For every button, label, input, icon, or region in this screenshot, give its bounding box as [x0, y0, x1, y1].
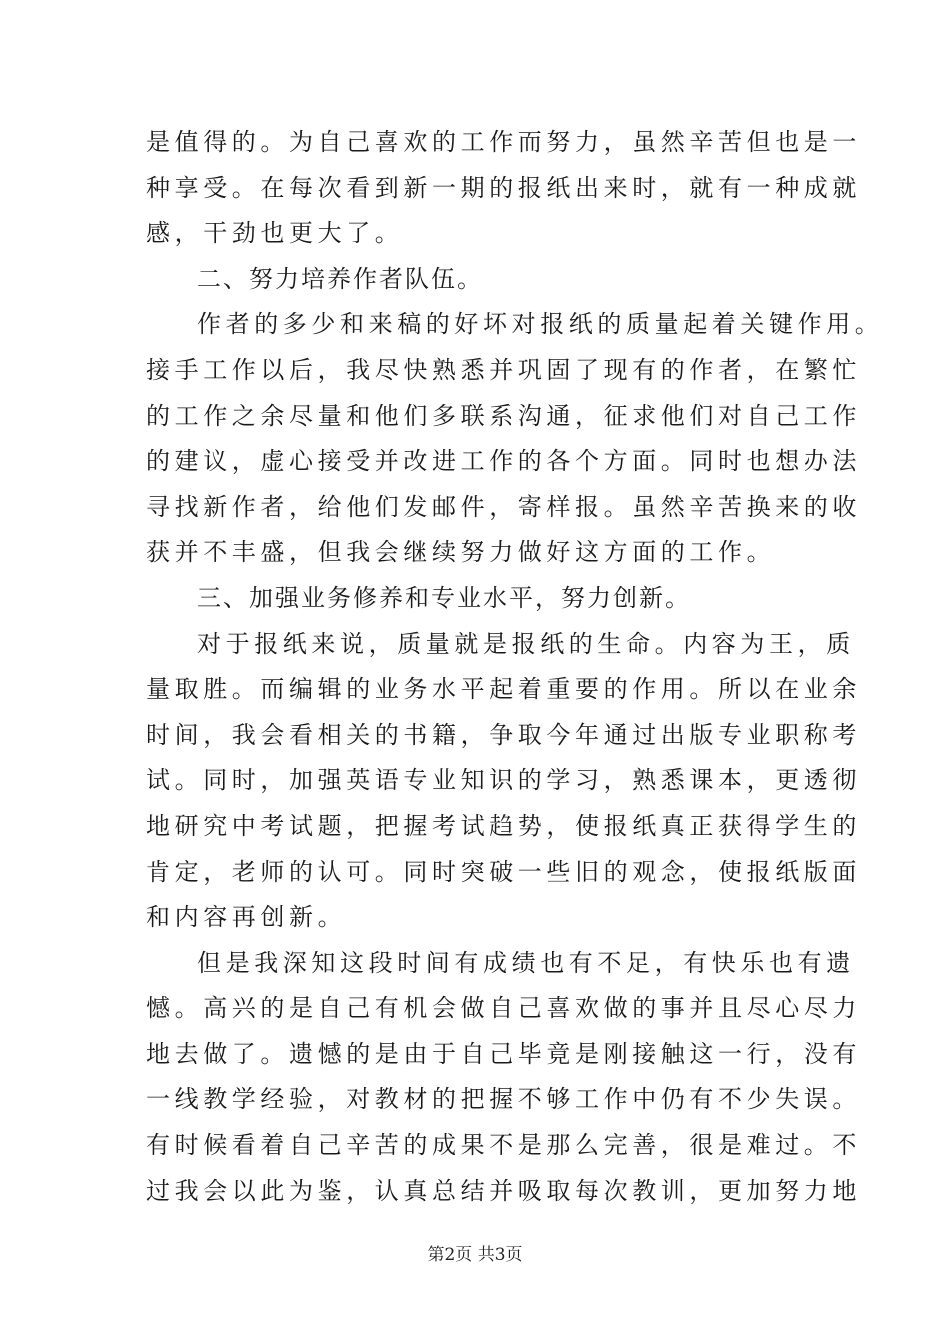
page-number-footer: 第2页 共3页	[427, 1245, 523, 1265]
paragraph-first-line: 但是我深知这段时间有成绩也有不足，有快乐也有遗	[197, 948, 855, 977]
paragraph-first-line: 作者的多少和来稿的好坏对报纸的质量起着关键作用。	[197, 310, 884, 339]
body-text-line: 和内容再创新。	[146, 903, 347, 932]
document-body	[146, 120, 884, 1214]
body-text-line: 的建议，虚心接受并改进工作的各个方面。同时也想办法	[146, 447, 861, 476]
body-text-line: 是值得的。为自己喜欢的工作而努力，虽然辛苦但也是一	[146, 128, 861, 156]
body-text-line: 感，干劲也更大了。	[146, 219, 404, 248]
body-text-line: 时间，我会看相关的书籍，争取今年通过出版专业职称考	[146, 720, 861, 749]
body-text-line: 种享受。在每次看到新一期的报纸出来时，就有一种成就	[146, 173, 861, 202]
body-text-line: 地研究中考试题，把握考试趋势，使报纸真正获得学生的	[146, 811, 861, 840]
section-heading: 三、加强业务修养和专业水平，努力创新。	[197, 583, 691, 612]
body-text-line: 接手工作以后，我尽快熟悉并巩固了现有的作者，在繁忙	[146, 355, 861, 384]
body-text-line: 试。同时，加强英语专业知识的学习，熟悉课本，更透彻	[146, 766, 861, 795]
body-text-line: 憾。高兴的是自己有机会做自己喜欢做的事并且尽心尽力	[146, 994, 861, 1023]
body-text-line: 量取胜。而编辑的业务水平起着重要的作用。所以在业余	[146, 675, 861, 704]
body-text-line: 寻找新作者，给他们发邮件，寄样报。虽然辛苦换来的收	[146, 492, 861, 521]
body-text-line: 一线教学经验，对教材的把握不够工作中仍有不少失误。	[146, 1085, 861, 1114]
body-text-line: 过我会以此为鉴，认真总结并吸取每次教训，更加努力地	[146, 1176, 861, 1205]
body-text-line: 获并不丰盛，但我会继续努力做好这方面的工作。	[146, 538, 776, 567]
body-text-line: 地去做了。遗憾的是由于自己毕竟是刚接触这一行，没有	[146, 1039, 861, 1068]
body-text-line: 有时候看着自己辛苦的成果不是那么完善，很是难过。不	[146, 1131, 861, 1160]
body-text-line: 的工作之余尽量和他们多联系沟通，征求他们对自己工作	[146, 401, 861, 430]
body-text-line: 肯定，老师的认可。同时突破一些旧的观念，使报纸版面	[146, 857, 861, 886]
paragraph-first-line: 对于报纸来说，质量就是报纸的生命。内容为王，质	[197, 629, 855, 658]
section-heading: 二、努力培养作者队伍。	[197, 264, 483, 293]
